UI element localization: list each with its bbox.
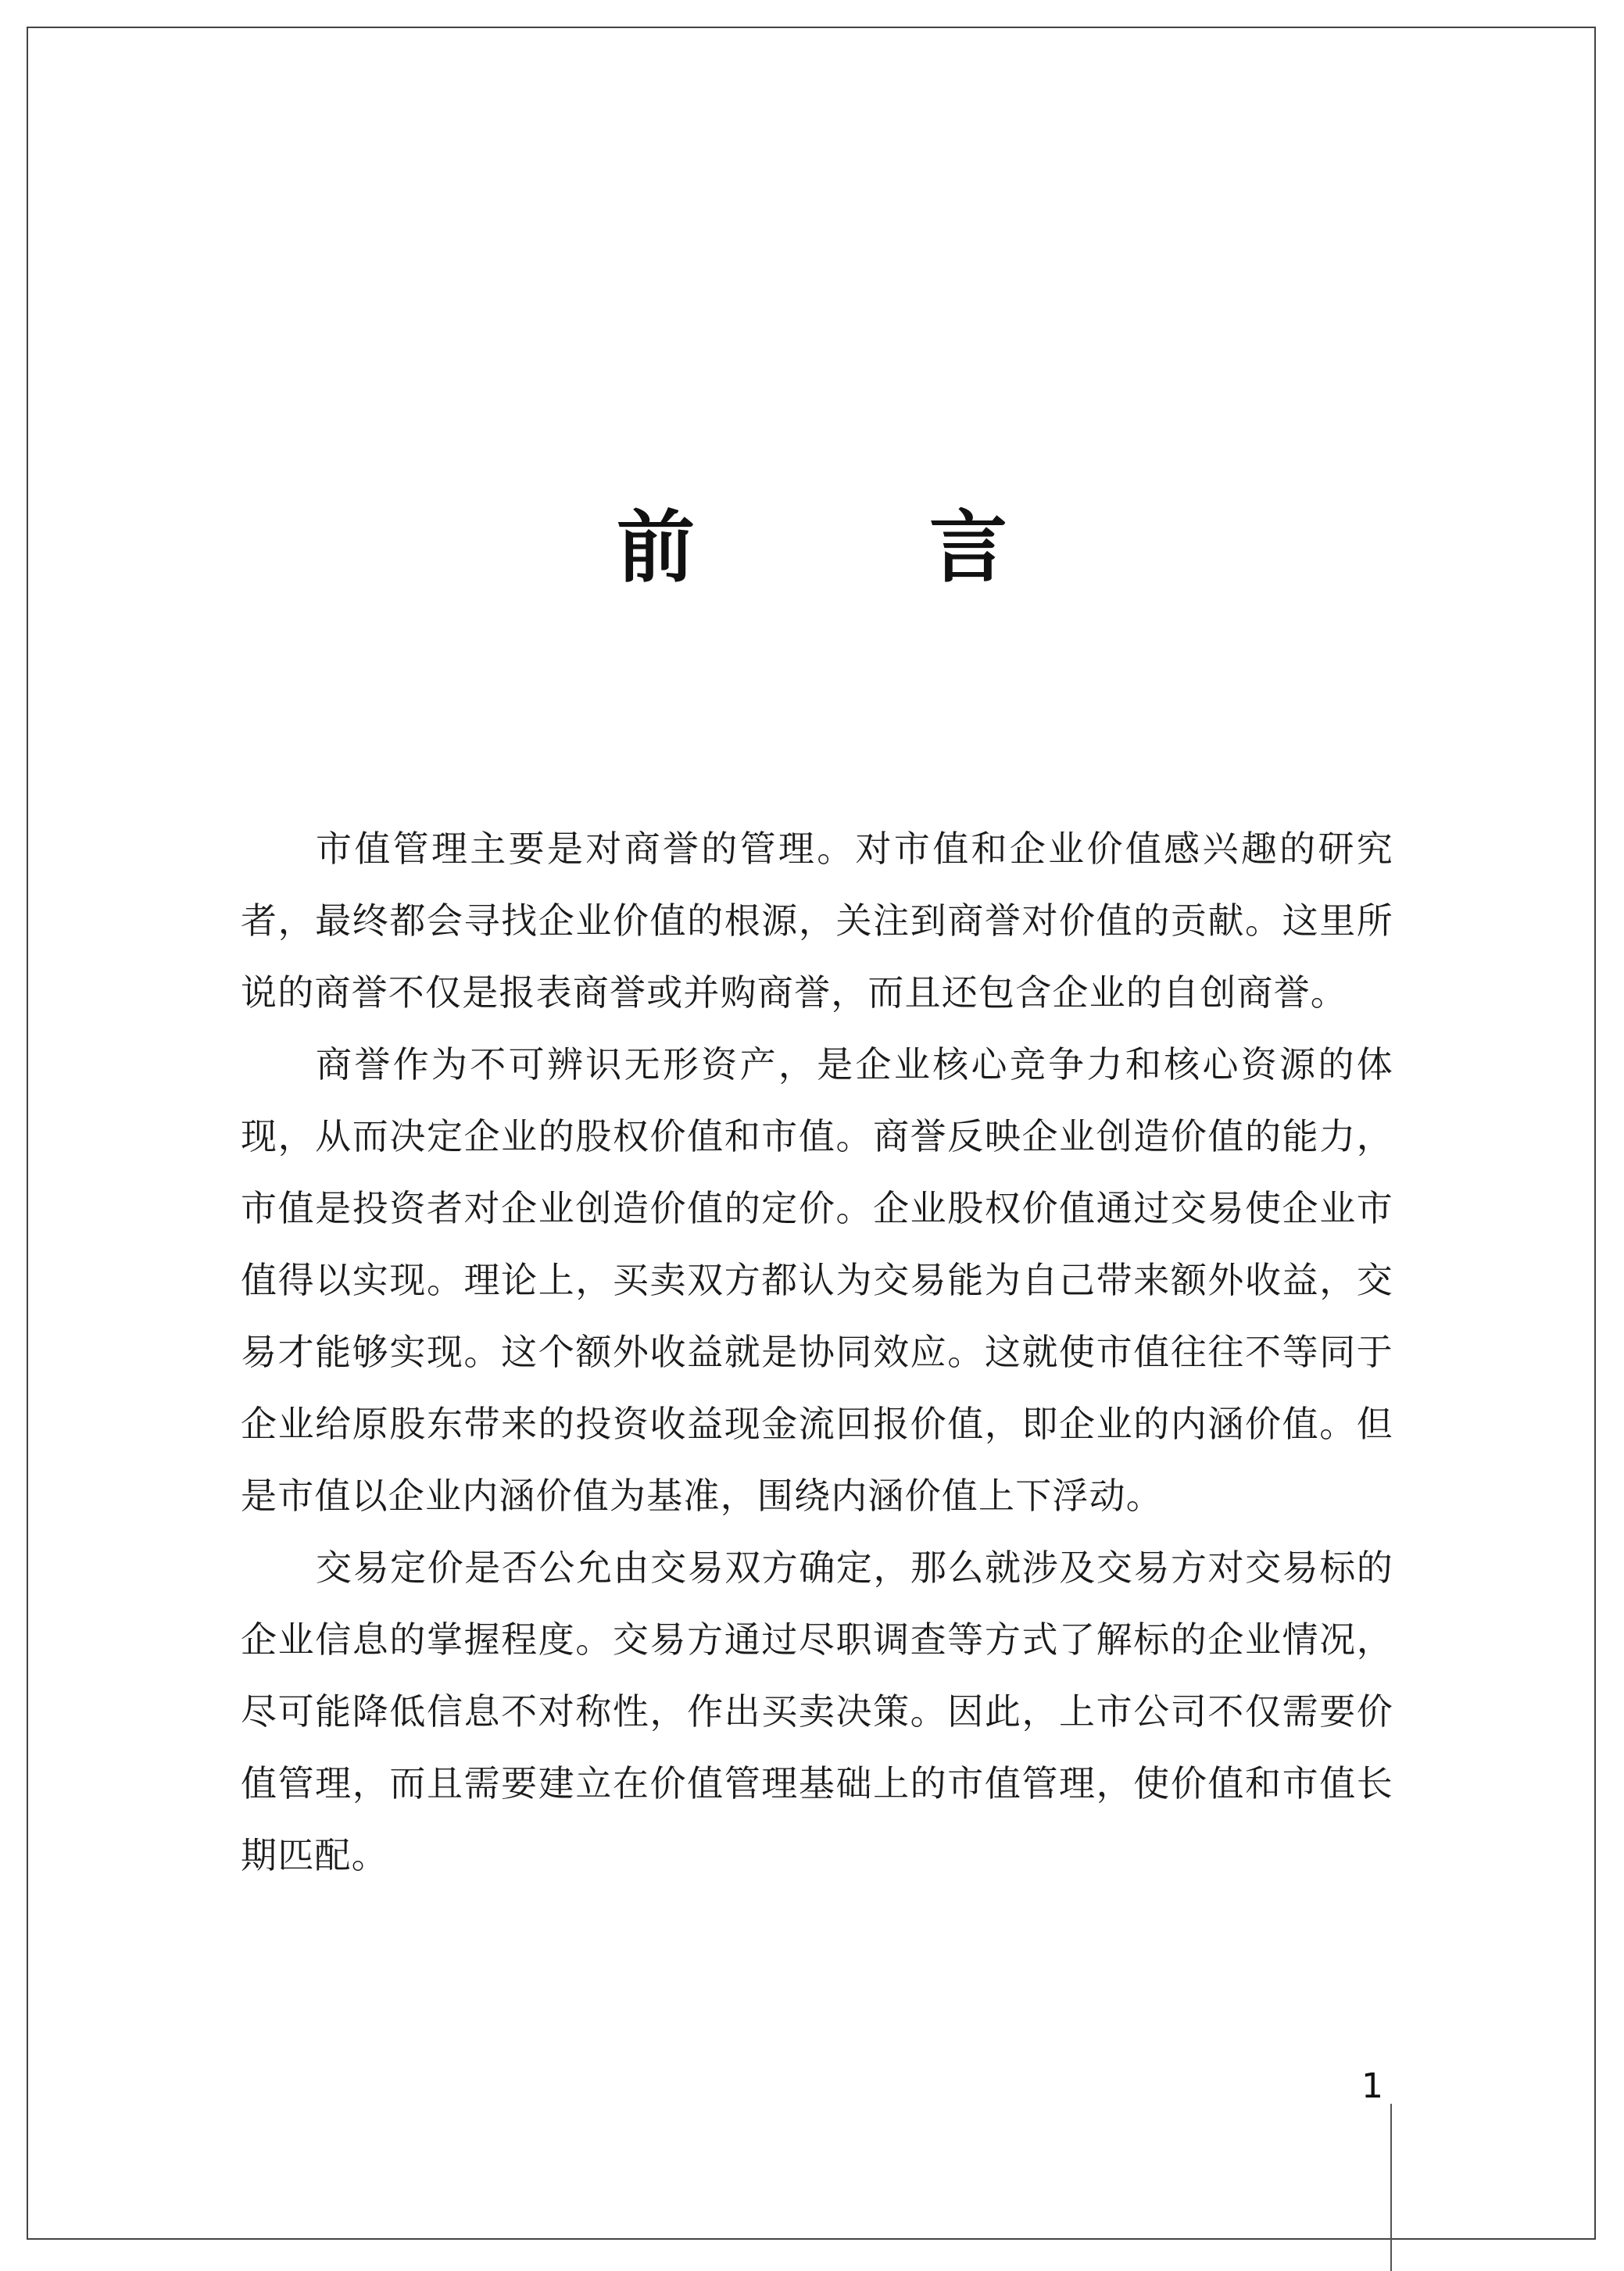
paragraph-1: 市值管理主要是对商誉的管理。对市值和企业价值感兴趣的研究者，最终都会寻找企业价值的根源，关注到商誉对价值的贡献。这里所说的商誉不仅是报表商誉或并购商誉，而且还包含企业的自创商誉。: [241, 828, 1393, 1014]
page-title: 前 言: [617, 501, 1086, 593]
page-number: 1: [1361, 2066, 1383, 2106]
paragraph-2: 商誉作为不可辨识无形资产，是企业核心竞争力和核心资源的体现，从而决定企业的股权价值和市值。商誉反映企业创造价值的能力，市值是投资者对企业创造价值的定价。企业股权价值通过交易使企业市值得以实现。理论上，买卖双方都认为交易能为自己带来额外收益，交易才能够实现。这个额外收益就是协同效应。这就使市值往往不等同于企业给原股东带来的投资收益现金流回报价值，即企业的内涵价值。但是市值以企业内涵价值为基准，围绕内涵价值上下浮动。: [241, 1043, 1393, 1517]
body-text: [241, 813, 1393, 1891]
paragraph-3: 交易定价是否公允由交易双方确定，那么就涉及交易方对交易标的企业信息的掌握程度。交易方通过尽职调查等方式了解标的企业情况，尽可能降低信息不对称性，作出买卖决策。因此，上市公司不仅需要价值管理，而且需要建立在价值管理基础上的市值管理，使价值和市值长期匹配。: [241, 1547, 1393, 1876]
margin-rule: [1390, 2104, 1392, 2271]
